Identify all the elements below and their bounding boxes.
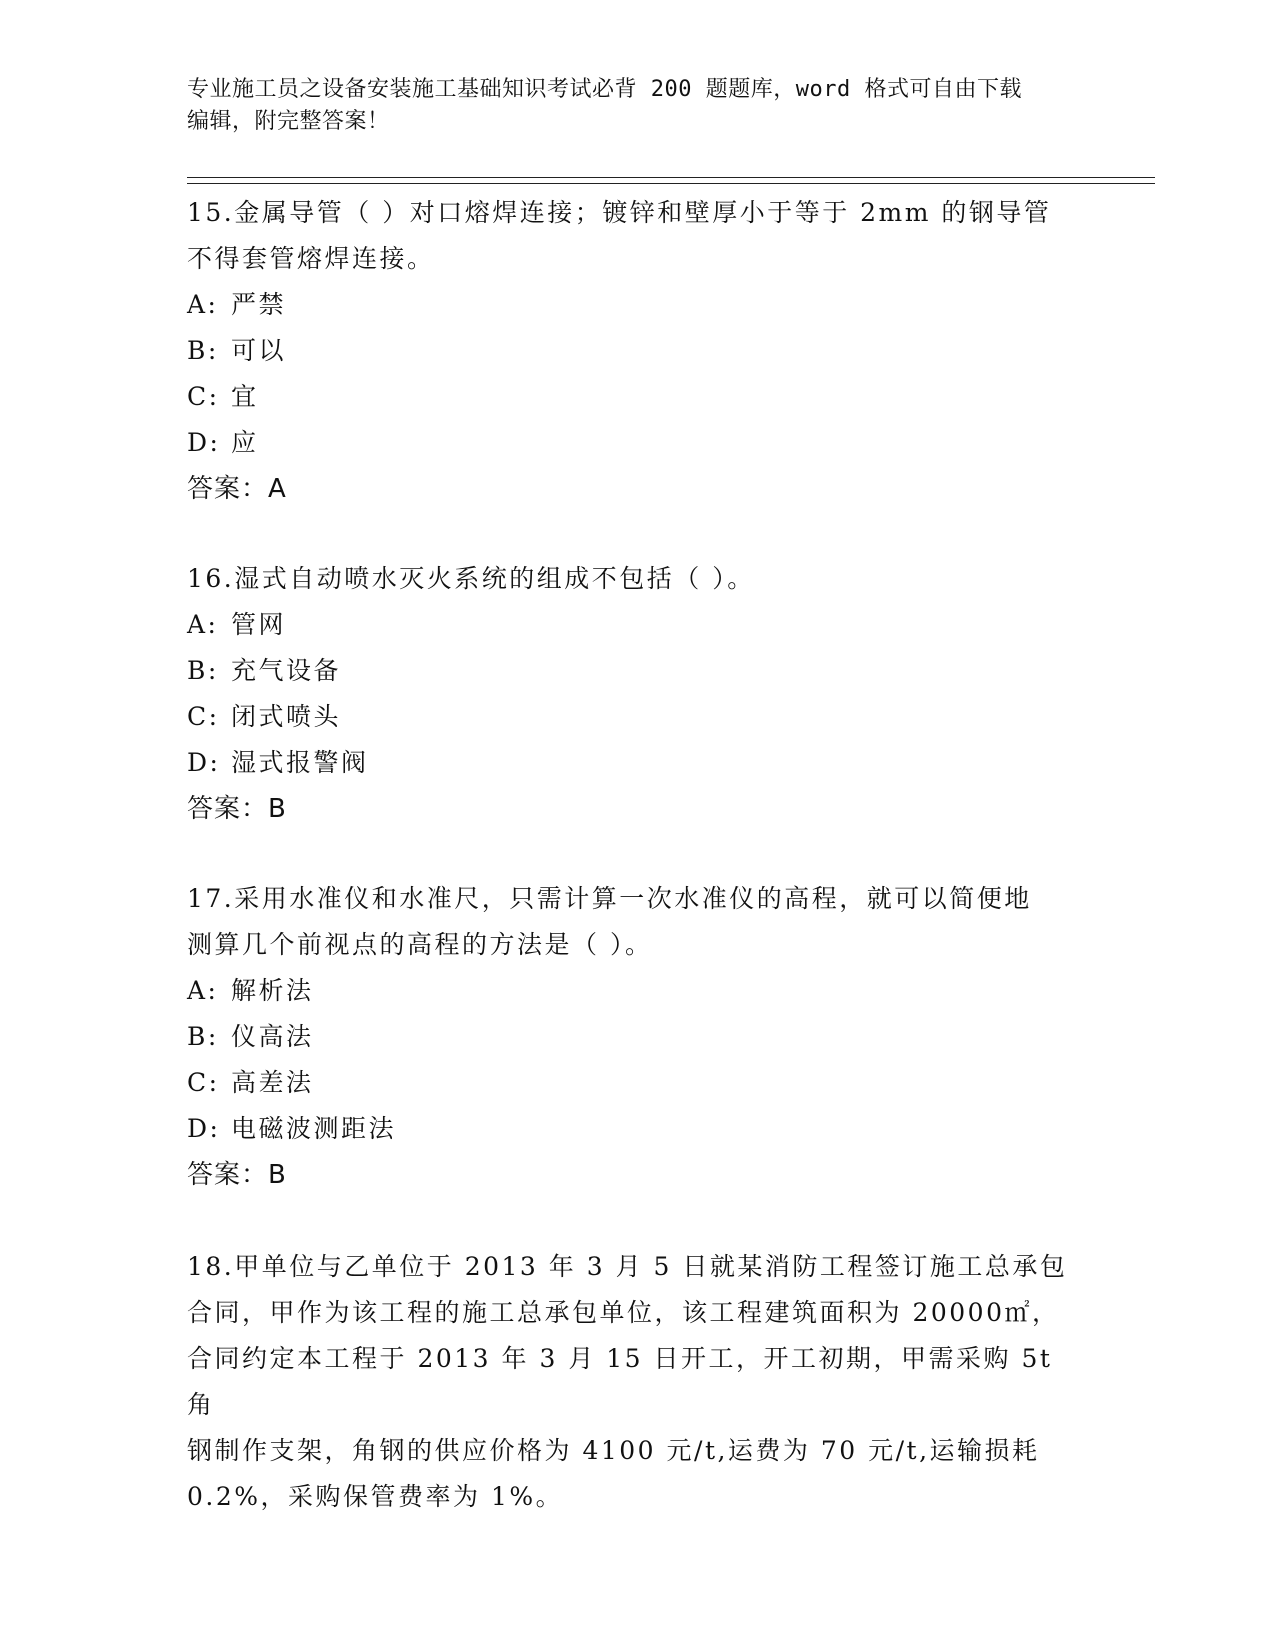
spacer [187, 832, 1087, 876]
option-letter: A: [187, 610, 219, 639]
option-letter: A: [187, 290, 219, 319]
option-d [187, 1106, 1087, 1152]
option-a [187, 968, 1087, 1014]
option-text: 闭式喷头 [231, 702, 342, 731]
option-letter: C: [187, 702, 220, 731]
question-16 [187, 556, 1087, 832]
option-text: 解析法 [231, 976, 314, 1005]
answer-line: 答案：B [187, 794, 287, 824]
option-d [187, 740, 1087, 786]
stem-line: 0.2%，采购保管费率为 1%。 [187, 1482, 564, 1511]
option-text: 仪高法 [231, 1022, 314, 1051]
stem-line: 17.采用水准仪和水准尺，只需计算一次水准仪的高程，就可以简便地 [187, 884, 1032, 913]
question-17 [187, 876, 1087, 1198]
question-15 [187, 190, 1087, 512]
question-list [187, 190, 1087, 1520]
question-stem [187, 556, 1087, 602]
option-c [187, 694, 1087, 740]
option-letter: B: [187, 336, 219, 365]
spacer [187, 512, 1087, 556]
option-letter: C: [187, 382, 220, 411]
option-b [187, 648, 1087, 694]
option-letter: D: [187, 1114, 221, 1143]
option-letter: B: [187, 1022, 219, 1051]
option-text: 高差法 [231, 1068, 314, 1097]
question-stem [187, 190, 1087, 282]
option-text: 管网 [231, 610, 287, 639]
stem-line: 16.湿式自动喷水灭火系统的组成不包括（ ）。 [187, 564, 755, 593]
option-text: 充气设备 [231, 656, 342, 685]
option-b [187, 1014, 1087, 1060]
stem-line: 合同，甲作为该工程的施工总承包单位，该工程建筑面积为 20000㎡， [187, 1298, 1060, 1327]
spacer [187, 1198, 1087, 1244]
stem-line: 测算几个前视点的高程的方法是（ ）。 [187, 930, 653, 959]
option-text: 应 [231, 428, 259, 457]
option-b [187, 328, 1087, 374]
option-a [187, 602, 1087, 648]
stem-line: 18.甲单位与乙单位于 2013 年 3 月 5 日就某消防工程签订施工总承包 [187, 1252, 1068, 1281]
stem-line: 15.金属导管（ ）对口熔焊连接；镀锌和壁厚小于等于 2mm 的钢导管 [187, 198, 1052, 227]
option-letter: D: [187, 428, 221, 457]
header-divider-bottom [187, 183, 1155, 184]
option-letter: A: [187, 976, 219, 1005]
header-line-1: 专业施工员之设备安装施工基础知识考试必背 200 题题库，word 格式可自由下载 [187, 77, 1022, 102]
header-line-2: 编辑，附完整答案！ [187, 109, 390, 134]
option-text: 严禁 [231, 290, 287, 319]
stem-line: 合同约定本工程于 2013 年 3 月 15 日开工，开工初期，甲需采购 5t 角 [187, 1344, 1053, 1419]
option-text: 湿式报警阀 [231, 748, 369, 777]
question-18 [187, 1244, 1087, 1520]
option-d [187, 420, 1087, 466]
option-text: 可以 [231, 336, 287, 365]
document-header [187, 74, 1067, 138]
stem-line: 不得套管熔焊连接。 [187, 244, 435, 273]
header-divider-top [187, 177, 1155, 178]
answer-line: 答案：B [187, 1160, 287, 1190]
option-text: 电磁波测距法 [231, 1114, 397, 1143]
question-stem [187, 876, 1087, 968]
option-letter: B: [187, 656, 219, 685]
option-text: 宜 [231, 382, 259, 411]
question-stem [187, 1244, 1087, 1520]
option-letter: D: [187, 748, 221, 777]
option-a [187, 282, 1087, 328]
stem-line: 钢制作支架，角钢的供应价格为 4100 元/t,运费为 70 元/t,运输损耗 [187, 1436, 1040, 1465]
option-c [187, 1060, 1087, 1106]
option-c [187, 374, 1087, 420]
answer-line: 答案：A [187, 474, 287, 504]
option-letter: C: [187, 1068, 220, 1097]
